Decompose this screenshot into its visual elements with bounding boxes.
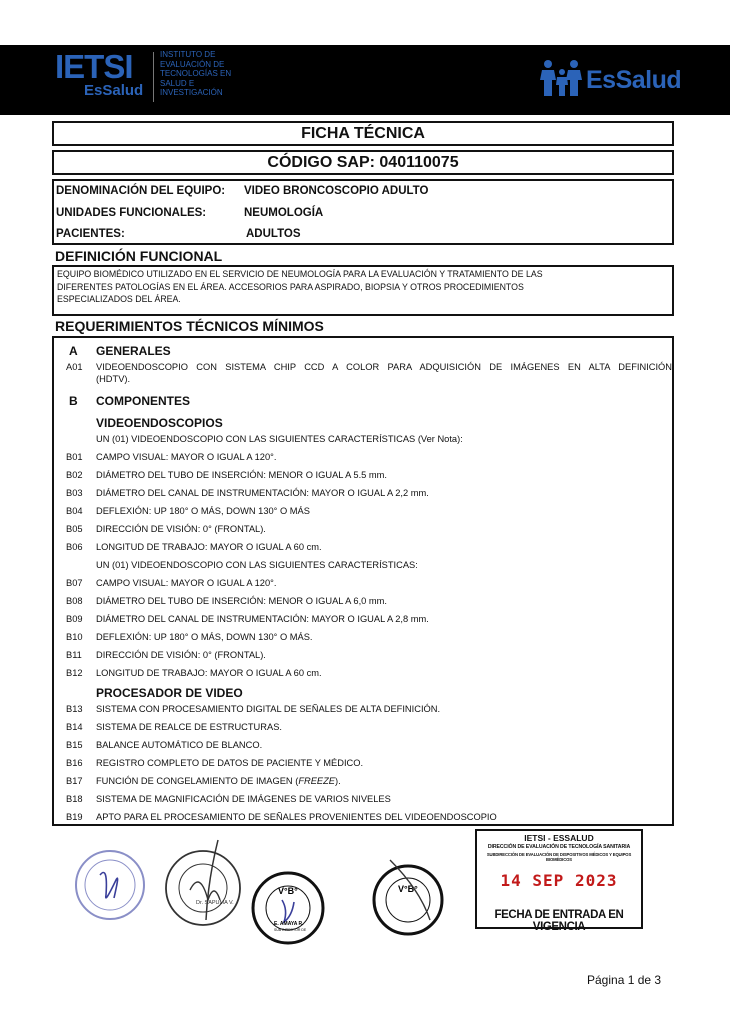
section-title: COMPONENTES: [96, 394, 191, 408]
section-title: GENERALES: [96, 344, 171, 358]
institute-line: SALUD E: [160, 78, 195, 88]
ietsi-logo-main: IETSI: [55, 48, 133, 85]
functional-heading: DEFINICIÓN FUNCIONAL: [55, 248, 223, 264]
seal-3-icon: [253, 873, 323, 943]
req-text: DIÁMETRO DEL TUBO DE INSERCIÓN: MENOR O IGUAL A 6,0 mm.: [96, 596, 388, 606]
req-text: (HDTV).: [96, 374, 131, 384]
institute-line: INSTITUTO DE: [160, 50, 216, 59]
req-text: SISTEMA DE REALCE DE ESTRUCTURAS.: [96, 722, 282, 732]
req-text: LONGITUD DE TRABAJO: MAYOR O IGUAL A 60 cm.: [96, 542, 322, 552]
functional-line: DIFERENTES PATOLOGÍAS EN EL ÁREA. ACCESORIOS PARA ASPIRADO, BIOPSIA Y OTROS PROCEDIMIENTOS: [57, 281, 524, 292]
section-letter: A: [69, 344, 78, 358]
requirements-box: [52, 336, 674, 826]
subsection-title: PROCESADOR DE VIDEO: [96, 686, 243, 700]
seal-4-vb: V°B°: [398, 884, 418, 894]
functional-definition: [52, 265, 674, 316]
req-text: VIDEOENDOSCOPIO CON SISTEMA CHIP CCD A COLOR PARA ADQUISICIÓN DE IMÁGENES EN ALTA DEFINICIÓN: [96, 362, 672, 372]
seal-2-icon: [166, 840, 240, 925]
req-code: B05: [66, 524, 83, 534]
req-code: B07: [66, 578, 83, 588]
logo-divider: [153, 52, 154, 102]
req-text: DIÁMETRO DEL CANAL DE INSTRUMENTACIÓN: MAYOR O IGUAL A 2,2 mm.: [96, 488, 429, 498]
req-text: SISTEMA CON PROCESAMIENTO DIGITAL DE SEÑALES DE ALTA DEFINICIÓN.: [96, 704, 441, 714]
req-code: B06: [66, 542, 83, 552]
doc-title: FICHA TÉCNICA: [52, 121, 674, 146]
requirements-heading: REQUERIMIENTOS TÉCNICOS MÍNIMOS: [55, 318, 324, 334]
req-code: B16: [66, 758, 83, 768]
doc-code: CÓDIGO SAP: 040110075: [52, 150, 674, 175]
req-text: DEFLEXIÓN: UP 180° O MÁS, DOWN 130° O MÁS.: [96, 632, 313, 642]
seal-4-icon: [374, 860, 442, 934]
req-text: REGISTRO COMPLETO DE DATOS DE PACIENTE Y MÉDICO.: [96, 758, 364, 768]
institute-line: EVALUACIÓN DE: [160, 59, 225, 69]
seal-1-icon: [76, 851, 144, 919]
req-code: B02: [66, 470, 83, 480]
req-code: B04: [66, 506, 83, 516]
req-code: B09: [66, 614, 83, 624]
req-text: DIÁMETRO DEL TUBO DE INSERCIÓN: MENOR O IGUAL A 5.5 mm.: [96, 470, 388, 480]
req-text: LONGITUD DE TRABAJO: MAYOR O IGUAL A 60 cm.: [96, 668, 322, 678]
functional-line: ESPECIALIZADOS DEL ÁREA.: [57, 294, 181, 305]
req-code: B13: [66, 704, 83, 714]
req-code: B11: [66, 650, 82, 660]
section-letter: B: [69, 394, 78, 408]
req-code: B19: [66, 812, 83, 822]
req-text: CAMPO VISUAL: MAYOR O IGUAL A 120°.: [96, 452, 277, 462]
equipment-value: VIDEO BRONCOSCOPIO ADULTO: [244, 185, 429, 197]
stamp-subdirection: SUBDIRECCIÓN DE EVALUACIÓN DE DISPOSITIVOS MÉDICOS Y EQUIPOS BIOMÉDICOS: [486, 852, 632, 862]
req-intro: UN (01) VIDEOENDOSCOPIO CON LAS SIGUIENTES CARACTERÍSTICAS:: [96, 560, 418, 570]
functional-line: EQUIPO BIOMÉDICO UTILIZADO EN EL SERVICIO DE NEUMOLOGÍA PARA LA EVALUACIÓN Y TRATAMIENTO DE LAS: [57, 269, 543, 279]
equipment-info: [52, 179, 674, 245]
equipment-value: ADULTOS: [246, 228, 301, 240]
seals-area: [60, 830, 480, 960]
institute-name: [160, 50, 231, 98]
essalud-brand: EsSalud: [586, 66, 682, 94]
req-code: B17: [66, 776, 83, 786]
req-text: DIRECCIÓN DE VISIÓN: 0° (FRONTAL).: [96, 650, 266, 660]
req-code: B12: [66, 668, 83, 678]
req-code: B10: [66, 632, 83, 642]
req-text: SISTEMA DE MAGNIFICACIÓN DE IMÁGENES DE VARIOS NIVELES: [96, 794, 391, 804]
page-number: Página 1 de 3: [587, 973, 662, 987]
stamp-direction: DIRECCIÓN DE EVALUACIÓN DE TECNOLOGÍA SANITARIA: [487, 844, 631, 850]
req-code: A01: [66, 362, 83, 372]
equipment-value: NEUMOLOGÍA: [244, 207, 324, 219]
req-text-italic: FREEZE: [298, 776, 335, 786]
req-text: DIRECCIÓN DE VISIÓN: 0° (FRONTAL).: [96, 524, 266, 534]
req-code: B03: [66, 488, 83, 498]
req-code: B18: [66, 794, 83, 804]
req-text: [96, 776, 341, 786]
req-text: BALANCE AUTOMÁTICO DE BLANCO.: [96, 740, 263, 750]
ietsi-logo: [55, 50, 147, 102]
institute-line: TECNOLOGÍAS EN: [160, 69, 232, 79]
stamp-date: 14 SEP 2023: [500, 871, 618, 890]
req-text-part: ).: [335, 776, 341, 786]
req-text: CAMPO VISUAL: MAYOR O IGUAL A 120°.: [96, 578, 277, 588]
subsection-title: VIDEOENDOSCOPIOS: [96, 416, 223, 430]
req-text: APTO PARA EL PROCESAMIENTO DE SEÑALES PROVENIENTES DEL VIDEOENDOSCOPIO: [96, 812, 497, 822]
req-code: B14: [66, 722, 83, 732]
stamp-label: FECHA DE ENTRADA EN VIGENCIA: [494, 909, 624, 933]
seal-2-signer: Dr. SAPUMA V.: [196, 900, 234, 906]
req-text-part: FUNCIÓN DE CONGELAMIENTO DE IMAGEN (: [96, 776, 299, 786]
req-text: DIÁMETRO DEL CANAL DE INSTRUMENTACIÓN: MAYOR O IGUAL A 2,8 mm.: [96, 614, 429, 624]
req-text: DEFLEXIÓN: UP 180° O MÁS, DOWN 130° O MÁS: [96, 506, 310, 516]
equipment-label: DENOMINACIÓN DEL EQUIPO:: [56, 185, 226, 197]
seal-3-name: E. AMAYA R.: [274, 921, 304, 927]
family-figures-icon: [540, 58, 582, 98]
stamp-org: IETSI - ESSALUD: [524, 833, 594, 843]
req-code: B15: [66, 740, 83, 750]
req-code: B08: [66, 596, 83, 606]
req-intro: UN (01) VIDEOENDOSCOPIO CON LAS SIGUIENTES CARACTERÍSTICAS (Ver Nota):: [96, 434, 463, 444]
req-code: B01: [66, 452, 83, 462]
equipment-label: PACIENTES:: [56, 228, 125, 240]
ietsi-logo-sub: EsSalud: [84, 82, 144, 99]
equipment-label: UNIDADES FUNCIONALES:: [56, 207, 207, 219]
seal-3-role: SUB DIRECTOR DE: [274, 928, 307, 932]
seal-3-vb: V°B°: [278, 886, 298, 896]
validity-stamp: [475, 829, 643, 933]
institute-line: INVESTIGACIÓN: [160, 88, 223, 98]
